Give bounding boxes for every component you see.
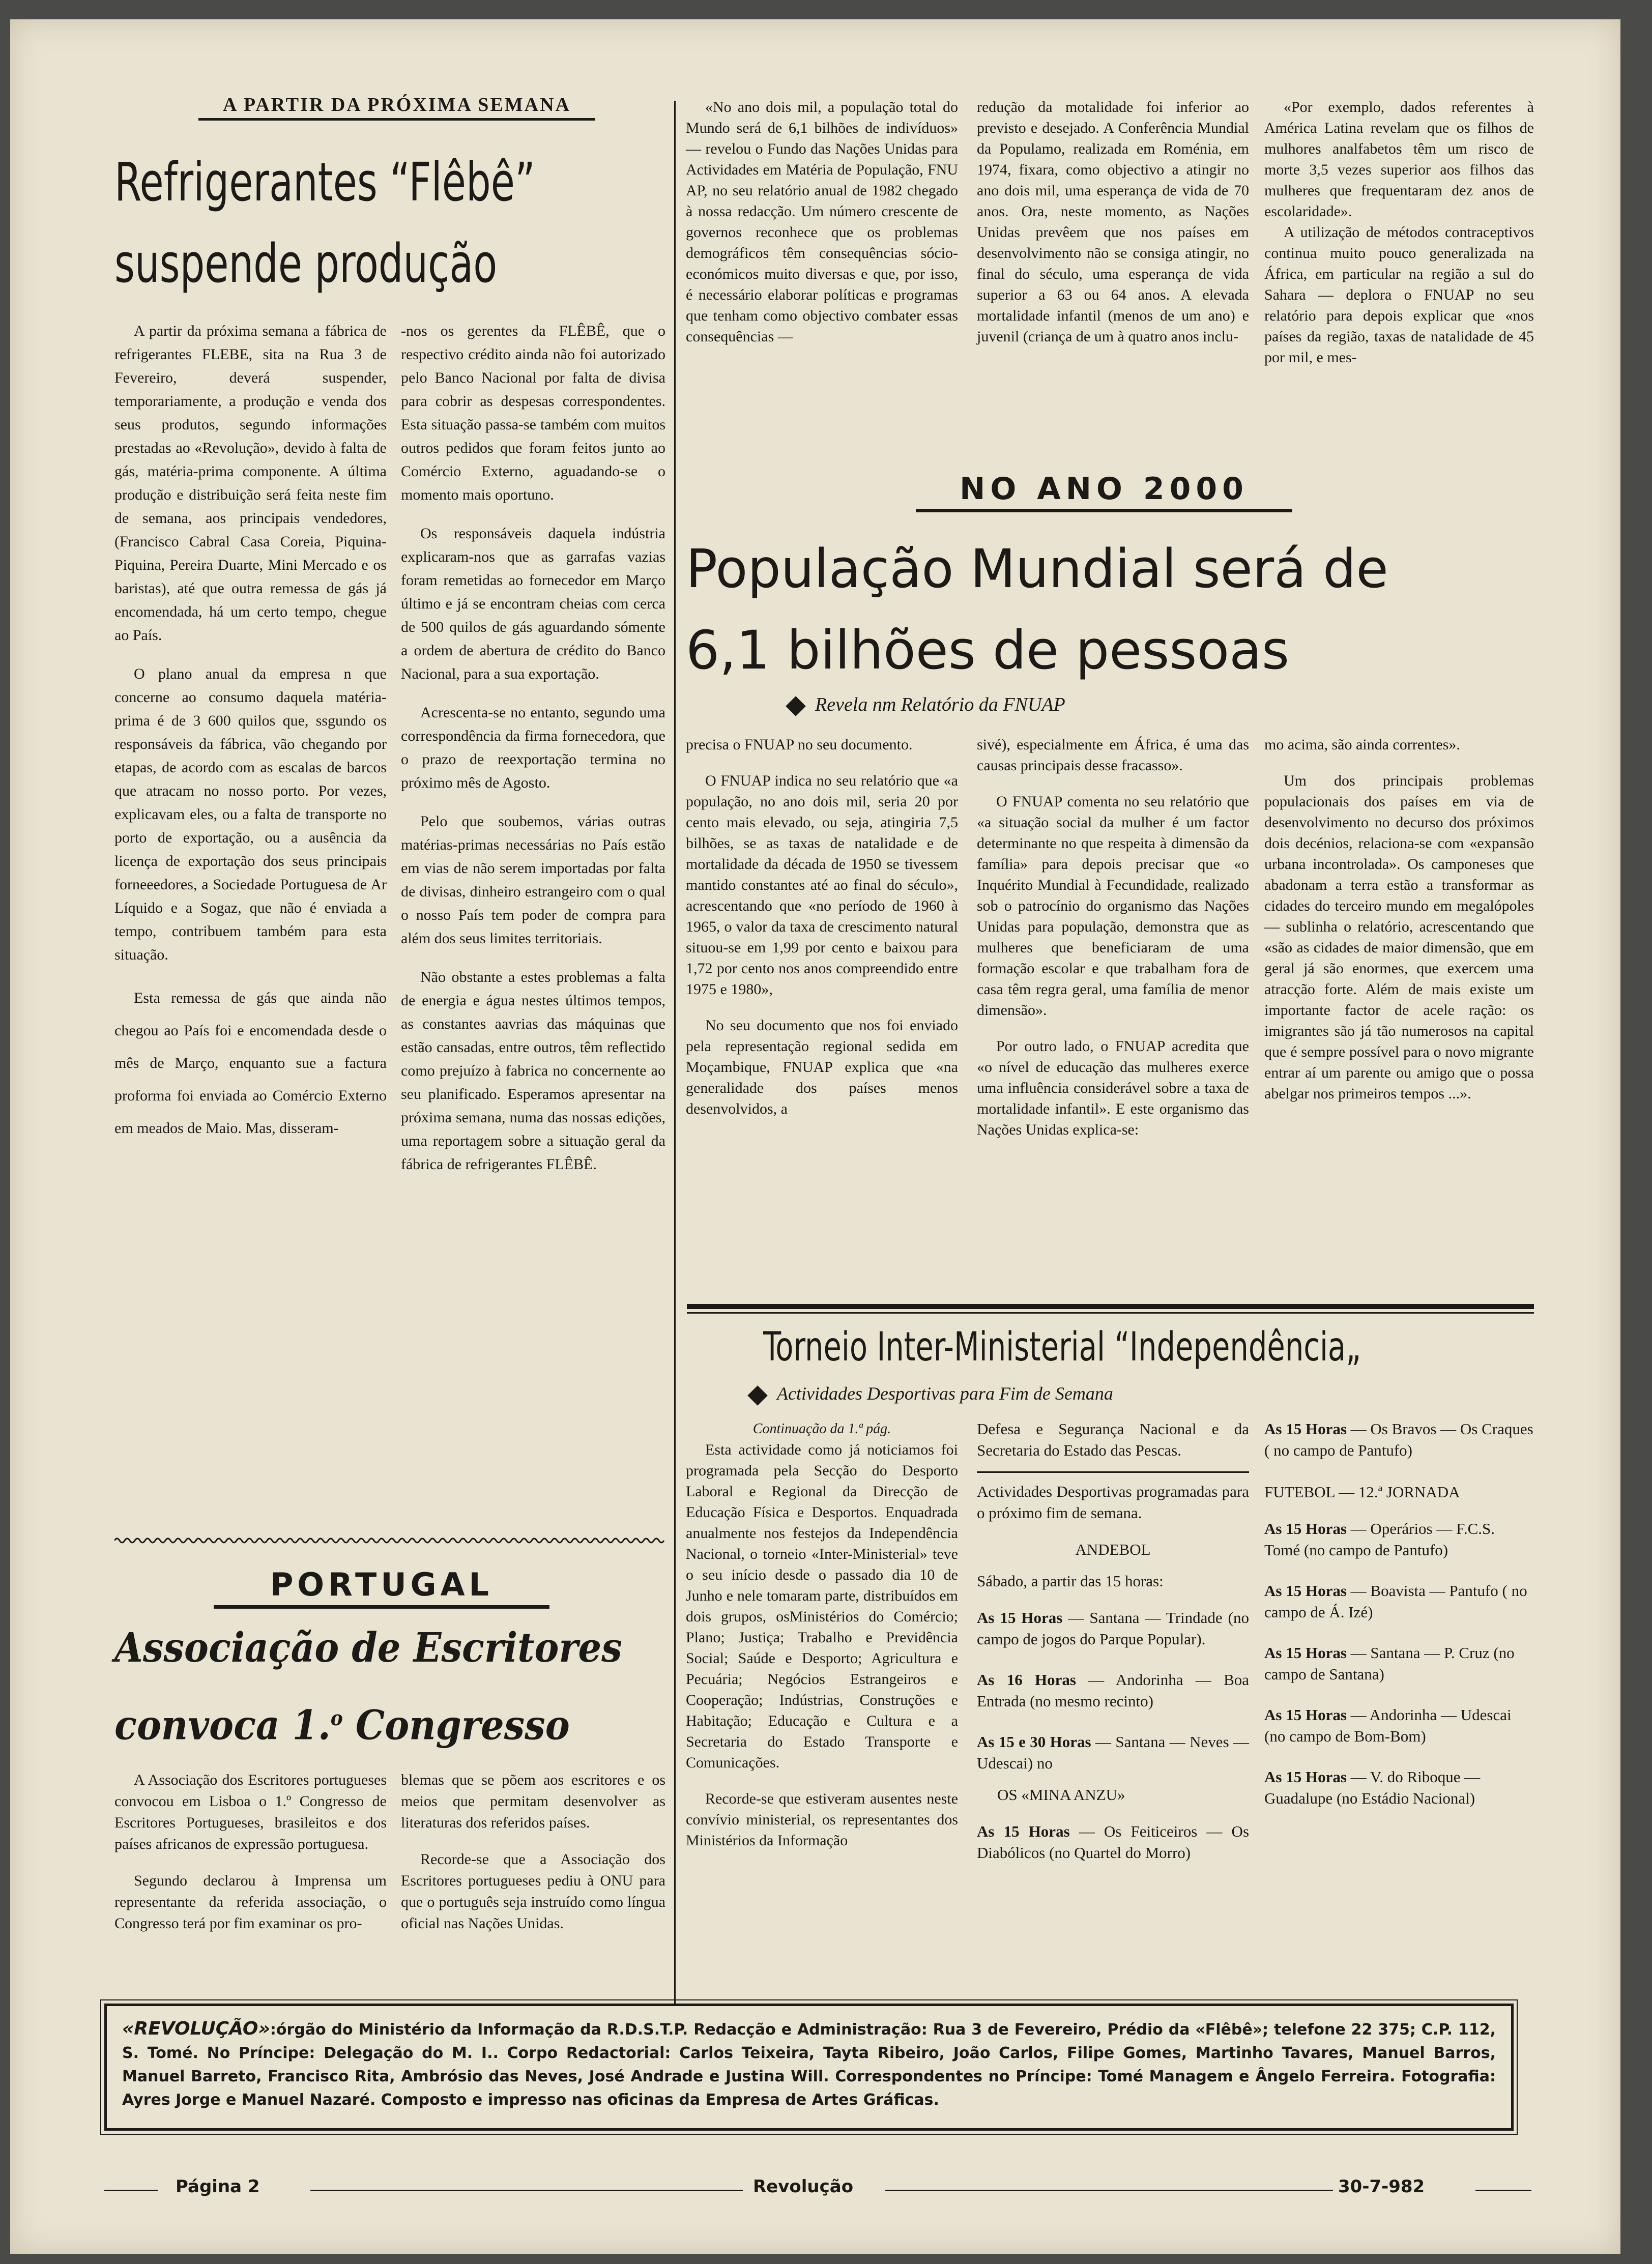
torneio-continuation: Continuação da 1.ª pág. [752, 1421, 891, 1437]
footer-rule-left [104, 2190, 158, 2191]
population-paragraph: redução da motalidade foi inferior ao previsto e desejado. A Conferência Mundial da Populamo, realizada em Roménia, em 1974, fixara, como objectivo a atingir no ano dois mil, uma esperança de vida de 70 anos. Ora, neste momento, as Nações Unidas prevêem que nos países em desenvolvimento não se consiga atingir, no final do século, uma esperança de vida superior a 63 ou 64 anos. A elevada mortalidade infantil (menos de um ano) e juvenil (criança de um à quatro anos inclu- [977, 99, 1249, 345]
population-col-7 [977, 734, 1249, 1140]
masthead-box [104, 2004, 1514, 2131]
population-paragraph: «No ano dois mil, a população total do Mundo será de 6,1 bilhões de indivíduos» — revelou o Fundo das Nações Unidas para Actividades em Matéria de População, FNU AP, no seu relatório anual de 1982 chegado à nossa redacção. Um número crescente de governos reconhece que os problemas demográficos têm consequências sócio-económicos muito diversas e que, por isso, é necessário elaborar políticas e programas que tenham como objectivo combater essas consequências — [686, 99, 958, 345]
game-text: — Santana — Neves — Udescai) no [977, 1733, 1249, 1772]
torneio-rule [977, 1471, 1249, 1473]
game-text: — Os Feiticeiros — Os Diabólicos (no Quartel do Morro) [977, 1822, 1250, 1862]
flebe-paragraph: -nos os gerentes da FLÊBÊ, que o respectivo crédito ainda não foi autorizado pelo Banco Nacional por falta de divisa para cobrir as despesas correspondentes. Esta situação passa-se também com muitos outros pedidos que foram feitos junto ao Comércio Externo, aguadando-se o momento mais oportuno. [401, 323, 665, 503]
game-text: — Santana — P. Cruz (no campo de Santana) [1264, 1644, 1515, 1683]
game-item [1264, 1580, 1534, 1623]
game-time: As 15 Horas [1264, 1420, 1347, 1438]
population-paragraph: sivé), especialmente em África, é uma das causas principais desse fracasso». [977, 736, 1249, 774]
game-time: As 15 Horas [977, 1609, 1063, 1627]
game-time: As 15 Horas [977, 1822, 1070, 1840]
population-paragraph: O FNUAP comenta no seu relatório que «a situação social da mulher é um factor determinante no que respeita à dimensão da família» para depois precisar que «o Inquérito Mundial à Fecundidade, realizado sob o patrocínio do organismo das Nações Unidas para população, demonstra que as mulheres que beneficiaram de uma formação escolar e que trabalham fora de casa têm regra geral, uma família de menor dimensão». [977, 793, 1249, 1019]
population-kicker: NO ANO 2000 [916, 471, 1292, 512]
masthead-text: :órgão do Ministério da Informação da R.D.S.T.P. Redacção e Administração: Rua 3 de Fevereiro, Prédio da «Flêbê»; telefone 22 375; C.P. 112, S. Tomé. No Príncipe: Delegação do M. I.. Corpo Redactorial: Carlos Teixeira, Tayta Ribeiro, João Carlos, Filipe Gomes, Martinho Tavares, Manuel Barros, Manuel Barreto, Francisco Rita, Ambrósio das Neves, José Andrade e Justina Will. Correspondentes no Príncipe: Tomé Managem e Ângelo Ferreira. Fotografia: Ayres Jorge e Manuel Nazaré. Composto e impresso nas oficinas da Empresa de Artes Gráficas. [122, 2021, 1496, 2109]
wavy-divider [114, 1535, 666, 1546]
torneio-col-2 [977, 1418, 1249, 1883]
torneio-paragraph: Actividades Desportivas programadas para o próximo fim de semana. [977, 1483, 1249, 1522]
population-col-8 [1264, 734, 1534, 1119]
population-subtitle [789, 693, 1065, 716]
game-item [1264, 1518, 1534, 1561]
footer-date: 30-7-982 [1338, 2176, 1425, 2197]
flebe-col-1 [114, 320, 387, 1160]
portugal-headline-2b: Congresso [342, 1701, 570, 1749]
portugal-paragraph: Segundo declarou à Imprensa um representante da referida associação, o Congresso terá por fim examinar os pro- [114, 1872, 387, 1932]
portugal-col-1 [114, 1769, 387, 1950]
flebe-paragraph: Os responsáveis daquela indústria explicaram-nos que as garrafas vazias foram remetidas ao fornecedor em Março último e já se encontram cheias com cerca de 500 quilos de gás aguardando sómente a ordem de abertura de crédito do Banco Nacional, para a sua exportação. [401, 525, 665, 682]
population-col-6 [686, 734, 958, 1135]
portugal-col-2 [401, 1769, 665, 1950]
footer-rule-mid-right [885, 2190, 1333, 2191]
population-paragraph: O FNUAP indica no seu relatório que «a população, no ano dois mil, seria 20 por cento mais elevado, ou seja, atingiria 7,5 bilhões, se as taxas de natalidade e de mortalidade da década de 1950 se tivessem mantido constantes até ao final do século», acrescentando que «no período de 1960 à 1965, o valor da taxa de crescimento natural situou-se em 1,99 por cento e baixou para 1,72 por cento nos anos compreendido entre 1975 e 1980», [686, 772, 958, 998]
flebe-paragraph: A partir da próxima semana a fábrica de refrigerantes FLEBE, sita na Rua 3 de Fevereiro, deverá suspender, temporariamente, a produção e venda dos seus produtos, segundo informações prestadas ao «Revolução», devido à falta de gás, matéria-prima componente. A última produção e distribuição será feita neste fim de semana, aos principais vendedores, (Francisco Cabral Casa Coreia, Piquina-Piquina, Pereira Duarte, Mini Mercado e os baristas), até que outra remessa de gás já encomendada, há um certo tempo, chegue ao País. [114, 323, 387, 644]
game-text: — Santana — Trindade (no campo de jogos do Parque Popular). [977, 1609, 1250, 1648]
game-item [977, 1731, 1249, 1774]
column-divider [674, 101, 676, 2004]
flebe-paragraph: Não obstante a estes problemas a falta de energia e água nestes últimos tempos, as constantes aavrias das máquinas que estão cansadas, entre outros, têm reflectido como prejuízo à fabrica no concernente ao seu planificado. Esperamos apresentar na próxima semana, numa das nossas edições, uma reportagem sobre a situação geral da fábrica de refrigerantes FLÊBÊ. [401, 969, 665, 1173]
torneio-paragraph: Esta actividade como já noticiamos foi programada pela Secção do Desporto Laboral e Regional da Direcção de Educação Física e Desportos. Enquadrada anualmente nos festejos da Independência Nacional, o torneio «Inter-Ministerial» teve o seu início desde o passado dia 10 de Junho e nele tomaram parte, distribuídos em dois grupos, osMinistérios do Comércio; Plano; Justiça; Trabalho e Previdência Social; Saúde e Desporto; Agricultura e Pecuária; Negócios Estrangeiros e Cooperação; Indústrias, Construções e Habitação; Educação e Cultura e a Secretaria do Estado Transporte e Comunicações. [686, 1441, 958, 1771]
game-item [1264, 1704, 1534, 1747]
newspaper-page [10, 19, 1620, 2254]
game-time: As 15 Horas [1264, 1520, 1347, 1537]
diamond-bullet-icon [747, 1385, 768, 1406]
flebe-paragraph: O plano anual da empresa n que concerne ao consumo daquela matéria-prima é de 3 600 quilos que, ssgundo os responsáveis da fábrica, vão chegando por etapas, de acordo com as escalas de barcos que atracam no nosso porto. Por vezes, explicavam eles, ou a falta de transporte no porto de exportação, ou a ausência da licença de exportação dos seus principais forneeedores, a Sociedade Portuguesa de Ar Líquido e a Sogaz, que não é enviada a tempo, contribuem também para esta situação. [114, 665, 387, 963]
game-time: As 16 Horas [977, 1671, 1076, 1689]
section-divider-thin [687, 1312, 1534, 1314]
game-item [1264, 1418, 1534, 1461]
portugal-kicker: PORTUGAL [214, 1566, 549, 1609]
andebol-date: Sábado, a partir das 15 horas: [977, 1572, 1164, 1590]
game-text: — Operários — F.C.S. Tomé (no campo de Pantufo) [1264, 1520, 1495, 1559]
population-paragraph: A utilização de métodos contraceptivos continua muito pouco generalizada na África, em particular na região a sul do Sahara — deplora o FNUAP no seu relatório para depois explicar que «nos países da região, taxas de natalidade de 45 por mil, e mes- [1264, 224, 1534, 366]
flebe-paragraph: Pelo que soubemos, várias outras matérias-primas necessárias no País estão em vias de não serem importadas por falta de divisas, dinheiro estrangeiro com o qual o nosso País tem poder de compra para além dos seus limites territoriais. [401, 813, 665, 947]
torneio-col-1 [686, 1418, 958, 1866]
game-item [1264, 1642, 1534, 1685]
portugal-headline-sup: o [330, 1706, 343, 1730]
flebe-headline-1: Refrigerantes “Flêbê” [114, 151, 535, 213]
portugal-paragraph: A Associação dos Escritores portugueses convocou em Lisboa o 1.º Congresso de Escritores Portugueses, brasileitos e dos países africanos de expressão portuguesa. [114, 1772, 387, 1852]
flebe-paragraph: Esta remessa de gás que ainda não chegou ao País foi e encomendada desde o mês de Março, enquanto sue a factura proforma foi enviada ao Comércio Externo em meados de Maio. Mas, disseram- [114, 990, 387, 1137]
footer-rule-mid-left [310, 2190, 743, 2191]
game-item [977, 1669, 1249, 1712]
wavy-divider-line [114, 1535, 666, 1546]
torneio-subtitle [750, 1383, 1113, 1404]
flebe-kicker: A PARTIR DA PRÓXIMA SEMANA [198, 94, 595, 121]
game-time: As 15 e 30 Horas [977, 1733, 1091, 1751]
torneio-col-3 [1264, 1418, 1534, 1828]
footer-rule-right [1475, 2190, 1531, 2191]
population-paragraph: mo acima, são ainda correntes». [1264, 736, 1460, 753]
futebol-title: FUTEBOL — 12.ª JORNADA [1264, 1483, 1460, 1501]
torneio-headline: Torneio Inter-Ministerial “Independência„ [763, 1324, 1361, 1370]
portugal-paragraph: blemas que se põem aos escritores e os meios que permitam desenvolver as literaturas dos referidos países. [401, 1772, 665, 1831]
portugal-headline-2a: convoca 1. [114, 1701, 331, 1749]
game-text: — Boavista — Pantufo ( no campo de Á. Izé) [1264, 1582, 1527, 1621]
population-paragraph: precisa o FNUAP no seu documento. [686, 736, 913, 753]
population-col-3 [686, 97, 958, 362]
game-text: — Andorinha — Udescai (no campo de Bom-Bom) [1264, 1706, 1512, 1745]
flebe-paragraph: Acrescenta-se no entanto, segundo uma correspondência da firma fornecedora, que o prazo de reexportação termina no próximo mês de Agosto. [401, 704, 665, 791]
game-item [1264, 1766, 1534, 1809]
game-time: As 15 Horas [1264, 1644, 1347, 1662]
flebe-headline-2: suspende produção [114, 233, 498, 295]
section-divider [687, 1304, 1534, 1309]
population-col-5 [1264, 97, 1534, 383]
population-paragraph: Um dos principais problemas populacionais dos países em via de desenvolvimento no decurso dos próximos dois decénios, relaciona-se com «expansão urbana incontrolada». Os camponeses que abadonam a terra estão a transformar as cidades do terceiro mundo em megalópoles — sublinha o relatório, acrescentando que «são as cidades de maior dimensão, que em geral já são enormes, que exercem uma atracção forte. Além de mais existe um importante factor de acele ração: os imigrantes são já tão numerosos na capital que é sempre possível para o novo migrante entrar aí um parente ou amigo que o possa abelgar nos primeiros tempos ...». [1264, 772, 1534, 1102]
population-col-4 [977, 97, 1249, 362]
game-text: — V. do Riboque — Guadalupe (no Estádio Nacional) [1264, 1768, 1481, 1807]
diamond-bullet-icon [786, 696, 806, 716]
game-item [977, 1607, 1249, 1650]
population-subtitle-text: Revela nm Relatório da FNUAP [815, 694, 1065, 715]
population-headline-2: 6,1 bilhões de pessoas [686, 619, 1289, 681]
torneio-paragraph: Defesa e Segurança Nacional e da Secretaria do Estado das Pescas. [977, 1420, 1249, 1459]
masthead-name: «REVOLUÇÃO» [122, 2018, 270, 2039]
game-text: — Os Bravos — Os Craques ( no campo de Pantufo) [1264, 1420, 1533, 1459]
game-time: As 15 Horas [1264, 1706, 1347, 1724]
torneio-subtitle-text: Actividades Desportivas para Fim de Semana [777, 1383, 1113, 1404]
population-paragraph: No seu documento que nos foi enviado pela representação regional sedida em Moçambique, FNUAP explica que «na generalidade dos países menos desenvolvidos, a [686, 1017, 958, 1117]
population-paragraph: «Por exemplo, dados referentes à América Latina revelam que os filhos de mulhores analfabetos têm um risco de morte 3,5 vezes superior aos filhos das mulheres que frequentaram dez anos de escolaridade». [1264, 99, 1534, 220]
population-paragraph: Por outro lado, o FNUAP acredita que «o nível de educação das mulheres exerce uma influência considerável sobre a taxa de mortalidade infantil». E este organismo das Nações Unidas explica-se: [977, 1038, 1249, 1138]
population-headline-1: População Mundial será de [686, 538, 1388, 600]
footer-page-number: Página 2 [176, 2176, 260, 2197]
game-item [977, 1821, 1249, 1864]
portugal-paragraph: Recorde-se que a Associação dos Escritores portugueses pediu à ONU para que o português seja instruído como língua oficial nas Nações Unidas. [401, 1851, 665, 1932]
torneio-paragraph: Recorde-se que estiveram ausentes neste convívio ministerial, os representantes dos Ministérios da Informação [686, 1790, 958, 1849]
flebe-col-2 [401, 320, 665, 1192]
portugal-headline-1: Associação de Escritores [114, 1623, 622, 1671]
game-time: As 15 Horas [1264, 1582, 1347, 1600]
game-time: As 15 Horas [1264, 1768, 1347, 1786]
mina-title: OS «MINA ANZU» [997, 1786, 1125, 1804]
andebol-title: ANDEBOL [1075, 1541, 1151, 1558]
footer-paper-name: Revolução [753, 2176, 854, 2197]
portugal-headline-2 [114, 1693, 570, 1751]
game-text: — Andorinha — Boa Entrada (no mesmo recinto) [977, 1671, 1250, 1710]
